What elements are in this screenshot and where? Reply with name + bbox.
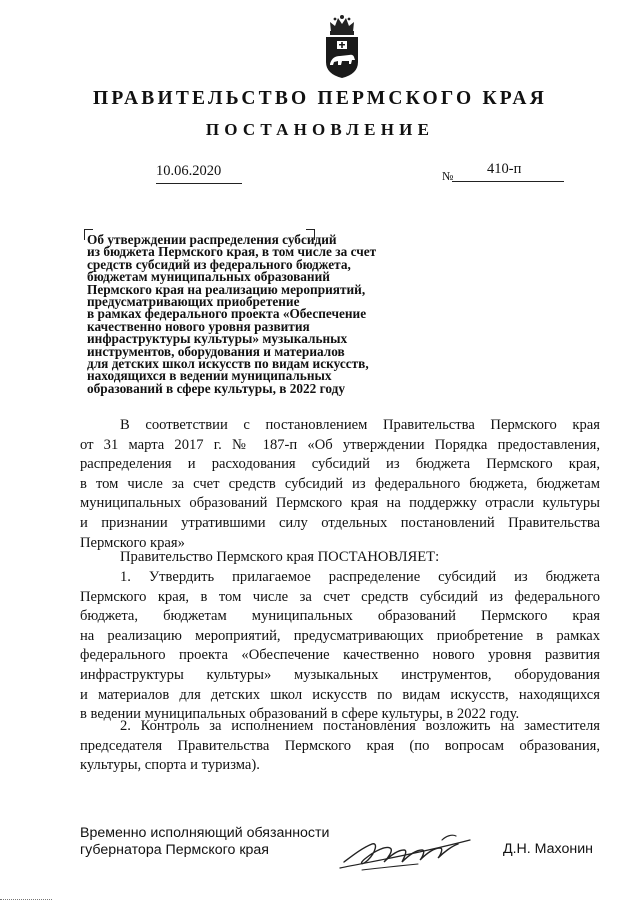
subject-line: в рамках федерального проекта «Обеспечение	[87, 306, 367, 322]
government-title: ПРАВИТЕЛЬСТВО ПЕРМСКОГО КРАЯ	[93, 88, 547, 109]
paragraph-line: Пермского края»	[80, 534, 185, 551]
paragraph-line: Правительство Пермского края ПОСТАНОВЛЯЕТ:	[120, 549, 440, 565]
item-2-paragraph	[80, 717, 600, 776]
document-number: 410-п	[487, 161, 522, 177]
subject-line: Пермского края на реализацию мероприятий,	[87, 281, 366, 297]
subject-line: инфраструктуры культуры» музыкальных	[87, 331, 348, 347]
document-type-heading: ПОСТАНОВЛЕНИЕ	[205, 120, 435, 139]
paragraph-line: от 31 марта 2017 г. № 187-п «Об утверждении Порядка предоставления,	[80, 436, 600, 453]
perm-krai-coat-of-arms-icon	[322, 14, 362, 80]
signatory-position	[80, 825, 329, 859]
subject-line: инструментов, оборудования и материалов	[87, 343, 345, 359]
signatory-name: Д.Н. Махонин	[503, 841, 593, 857]
document-date: 10.06.2020	[156, 163, 222, 179]
paragraph-line: культуры, спорта и туризма).	[80, 757, 260, 774]
page-edge-mark	[0, 899, 52, 902]
signatory-position-line: Временно исполняющий обязанности	[80, 825, 330, 841]
signatory-position-line: губернатора Пермского края	[80, 842, 269, 858]
paragraph-line: инфраструктуры культуры» музыкальных инструментов, оборудования	[80, 666, 600, 683]
paragraph-line: В соответствии с постановлением Правительства Пермского края	[120, 417, 600, 433]
subject-line: предусматривающих приобретение	[87, 294, 300, 310]
subject-line: бюджетам муниципальных образований	[87, 269, 330, 285]
paragraph-line: Пермского края, в том числе за счет средств субсидий из федерального	[80, 588, 600, 605]
subject-line: для детских школ искусств по видам искусств,	[87, 356, 369, 372]
paragraph-line: и материалов для детских школ искусств по видам искусств, находящихся	[80, 686, 600, 703]
paragraph-line: председателя Правительства Пермского края (по вопросам образования,	[80, 737, 600, 754]
date-underline	[156, 183, 242, 184]
paragraph-line: 2. Контроль за исполнением постановления возложить на заместителя	[120, 718, 600, 734]
document-subject	[87, 234, 427, 395]
paragraph-line: распределения и расходования субсидий из бюджета Пермского края,	[80, 456, 600, 473]
paragraph-line: на реализацию мероприятий, предусматривающих приобретение в рамках	[80, 627, 600, 644]
paragraph-line: бюджета, бюджетам муниципальных образований Пермского края	[80, 608, 600, 625]
paragraph-line: в ведении муниципальных образований в сфере культуры, в 2022 году.	[80, 706, 520, 723]
item-1-paragraph	[80, 568, 600, 725]
resolves-paragraph	[80, 548, 600, 568]
subject-line: качественно нового уровня развития	[87, 318, 310, 334]
preamble-paragraph	[80, 416, 600, 553]
paragraph-line: федерального проекта «Обеспечение качественно нового уровня развития	[80, 647, 600, 664]
subject-line: средств субсидий из федерального бюджета,	[87, 256, 351, 272]
subject-line: Об утверждении распределения субсидий	[87, 232, 337, 247]
paragraph-line: и признании утратившими силу отдельных постановлений Правительства	[80, 514, 600, 531]
number-sign: №	[442, 169, 454, 183]
paragraph-line: муниципальных образований Пермского края на поддержку отрасли культуры	[80, 495, 600, 512]
handwritten-signature-icon	[338, 826, 476, 876]
subject-line: находящихся в ведении муниципальных	[87, 368, 332, 384]
subject-line: образований в сфере культуры, в 2022 году	[87, 380, 345, 396]
paragraph-line: в том числе за счет средств субсидий из федерального бюджета, бюджетам	[80, 475, 600, 492]
subject-line: из бюджета Пермского края, в том числе за счет	[87, 244, 377, 260]
number-underline	[452, 181, 564, 182]
paragraph-line: 1. Утвердить прилагаемое распределение субсидий из бюджета	[120, 569, 600, 585]
